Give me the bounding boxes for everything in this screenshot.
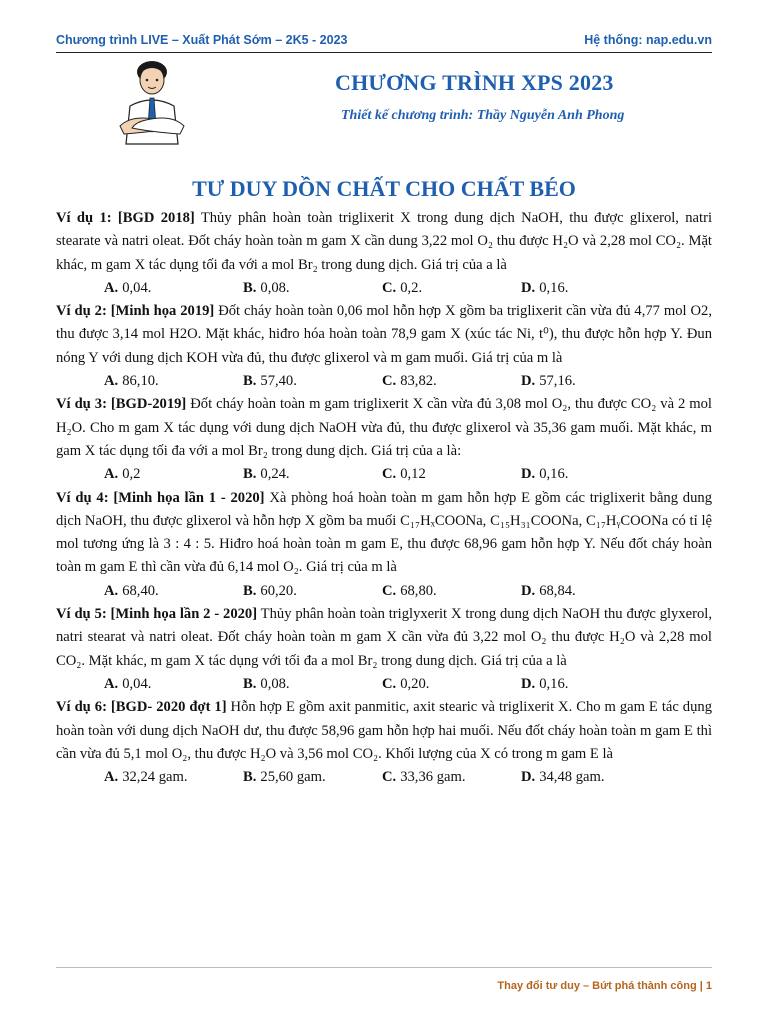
option-d: D. 0,16. — [521, 675, 569, 692]
option-a: A. 0,2 — [104, 466, 141, 483]
question-item — [56, 603, 712, 696]
option-d: D. 0,16. — [521, 279, 569, 296]
answer-options — [56, 673, 712, 696]
question-label: Ví dụ 2: [Minh họa 2019] — [56, 303, 215, 320]
answer-options — [56, 370, 712, 393]
page-footer: Thay đổi tư duy – Bứt phá thành công | 1 — [497, 980, 712, 992]
option-b: B. 0,24. — [243, 466, 290, 483]
question-item — [56, 696, 712, 789]
option-b: B. 0,08. — [243, 279, 290, 296]
question-label: Ví dụ 1: [BGD 2018] — [56, 210, 195, 226]
answer-options — [56, 580, 712, 603]
question-list — [56, 207, 712, 789]
option-a: A. 0,04. — [104, 279, 152, 296]
option-c: C. 0,12 — [382, 466, 426, 483]
option-b: B. 0,08. — [243, 675, 290, 692]
question-item — [56, 487, 712, 603]
question-label: Ví dụ 4: [Minh họa lần 1 - 2020] — [56, 489, 265, 506]
option-d: D. 0,16. — [521, 466, 569, 483]
question-label: Ví dụ 6: [BGD- 2020 đợt 1] — [56, 699, 227, 716]
question-text: Thủy phân hoàn toàn triglixerit X trong dung dịch NaOH, thu được glixerol, natri stearate và natri oleat. Đốt cháy hoàn toàn m gam X cần dung 3,22 mol O₂ thu được H₂O và 2,28 mol CO₂. Mặt khác, m gam X tác dụng tối đa với a mol Br₂ trong dung dịch. Giá trị của a là — [56, 210, 713, 273]
page-title: TƯ DUY DỒN CHẤT CHO CHẤT BÉO — [192, 176, 576, 201]
option-c: C. 68,80. — [382, 582, 437, 599]
option-a: A. 0,04. — [104, 675, 152, 692]
question-text: Xà phòng hoá hoàn toàn m gam hỗn hợp E gồm các triglixerit bằng dung dịch NaOH, thu được glixerol và hỗn hợp X gồm ba muối C₁₇HₓCOONa, C₁₅H₃₁COONa, C₁₇HᵧCOONa có tỉ lệ mol tương ứng là 3 : 4 : 5. Hiđro hoá hoàn toàn m gam E, thu được 68,96 gam hỗn hợp Y. Nếu đốt cháy hoàn toàn m gam E thì cần vừa đủ 6,14 mol O₂. Giá trị của m là — [56, 489, 712, 576]
page-header — [56, 33, 712, 53]
header-divider — [56, 52, 712, 53]
question-text: Đốt cháy hoàn toàn m gam triglixerit X cần vừa đủ 3,08 mol O₂, thu được CO₂ và 2 mol H₂O. Cho m gam X tác dụng với dung dịch NaOH vừa đủ, thu được glixerol và 35,36 gam muối. Mặt khác, m gam X tác dụng tối đa với a mol Br₂ trong dung dịch. Giá trị của a là: — [56, 396, 712, 459]
option-b: B. 57,40. — [243, 373, 297, 390]
answer-options — [56, 766, 712, 789]
question-item — [56, 393, 712, 486]
option-b: B. 25,60 gam. — [243, 769, 326, 786]
footer-divider — [56, 967, 712, 968]
option-c: C. 33,36 gam. — [382, 769, 466, 786]
question-text: Hỗn hợp E gồm axit panmitic, axit stearic và triglixerit X. Cho m gam E tác dụng hoàn toàn với dung dịch NaOH dư, thu được 58,96 gam hỗn hợp hai muối. Nếu đốt cháy hoàn toàn m gam E thì cần vừa đủ 5,1 mol O₂, thu được H₂O và 3,56 mol CO₂. Khối lượng của X có trong m gam E là — [56, 699, 712, 762]
option-d: D. 57,16. — [521, 373, 576, 390]
program-title: CHƯƠNG TRÌNH XPS 2023 — [335, 70, 614, 95]
option-c: C. 0,20. — [382, 675, 430, 692]
question-label: Ví dụ 3: [BGD-2019] — [56, 396, 187, 413]
question-text: Thủy phân hoàn toàn triglyxerit X trong dung dịch NaOH thu được glyxerol, natri stearat và natri oleat. Đốt cháy hoàn toàn m gam X cần vừa đủ 3,22 mol O₂ thu được H₂O và 2,28 mol CO₂. Mặt khác, m gam X tác dụng với tối đa a mol Br₂ trong dung dịch. Giá trị của a là — [56, 606, 712, 669]
question-label: Ví dụ 5: [Minh họa lần 2 - 2020] — [56, 606, 258, 623]
option-c: C. 83,82. — [382, 373, 437, 390]
answer-options — [56, 463, 712, 486]
answer-options — [56, 277, 712, 300]
teacher-avatar-icon — [112, 56, 192, 146]
option-c: C. 0,2. — [382, 279, 423, 296]
header-website: Hệ thống: nap.edu.vn — [584, 33, 712, 47]
question-text: Đốt cháy hoàn toàn 0,06 mol hỗn hợp X gồm ba triglixerit cần vừa đủ 4,77 mol O2, thu được 3,14 mol H2O. Mặt khác, hiđro hóa hoàn toàn 78,9 gam X (xúc tác Ni, t⁰), thu được hỗn hợp Y. Đun nóng Y với dung dịch KOH vừa đủ, thu được glixerol và m gam muối. Giá trị của m là — [56, 303, 712, 366]
question-item — [56, 300, 712, 393]
question-item — [56, 207, 712, 300]
option-d: D. 34,48 gam. — [521, 769, 605, 786]
option-a: A. 68,40. — [104, 582, 159, 599]
option-a: A. 86,10. — [104, 373, 159, 390]
option-d: D. 68,84. — [521, 582, 576, 599]
option-a: A. 32,24 gam. — [104, 769, 188, 786]
program-designer: Thiết kế chương trình: Thầy Nguyễn Anh Phong — [341, 108, 625, 123]
header-program: Chương trình LIVE – Xuất Phát Sớm – 2K5 - 2023 — [56, 33, 348, 47]
option-b: B. 60,20. — [243, 582, 297, 599]
